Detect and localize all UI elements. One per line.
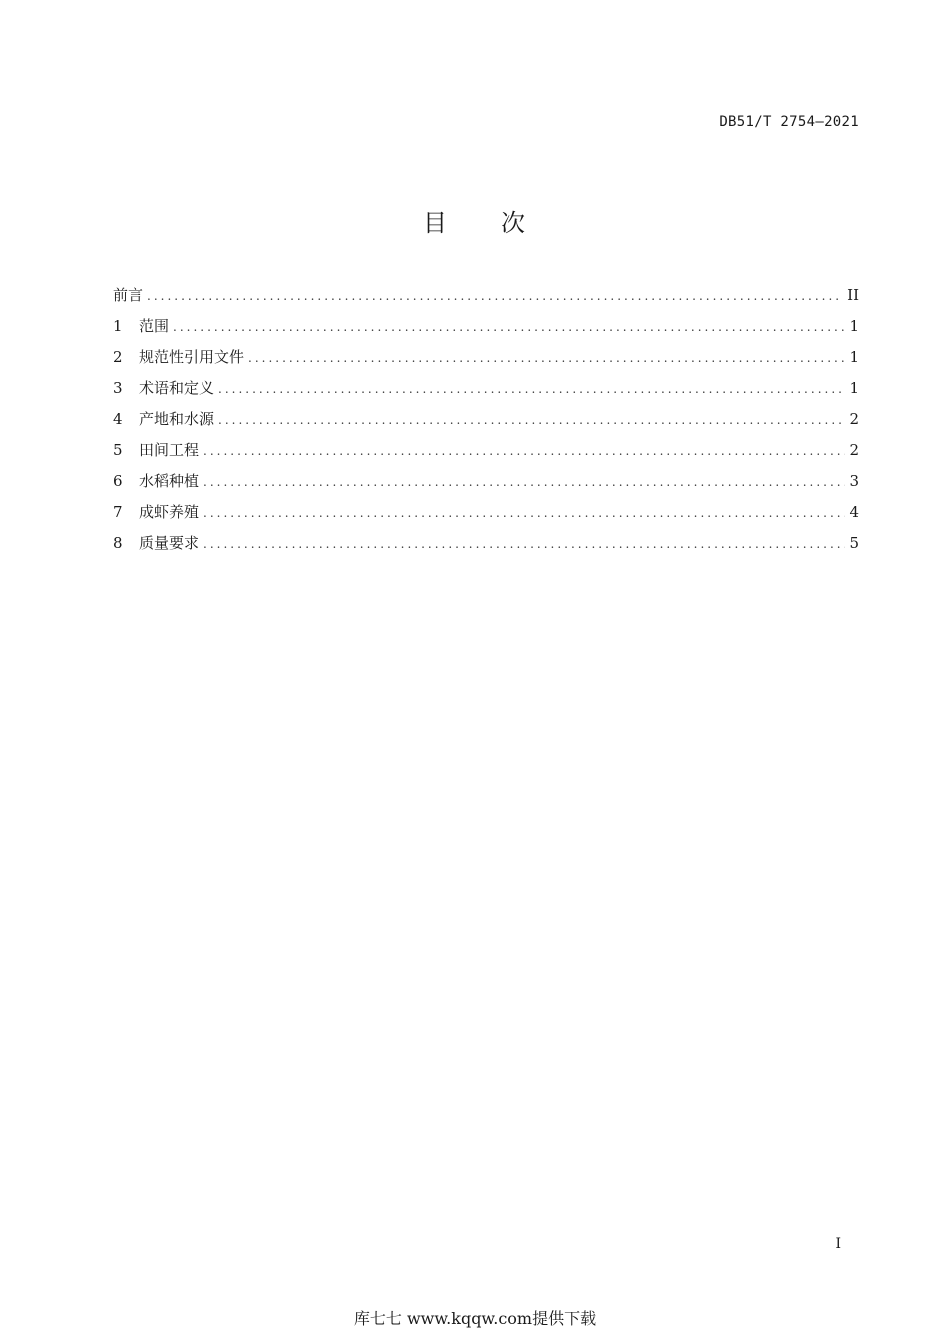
toc-entry-text: 规范性引用文件: [139, 348, 245, 366]
toc-entry-8[interactable]: [113, 532, 859, 563]
toc-entry-text: 田间工程: [139, 441, 200, 459]
toc-entry-page: 1: [849, 348, 859, 366]
toc-title: [0, 203, 950, 238]
toc-entry-page: II: [847, 286, 859, 304]
toc-entry-2[interactable]: [113, 346, 859, 377]
toc-leader-dots: [203, 475, 845, 489]
toc-leader-dots: [218, 413, 845, 427]
toc-entry-6[interactable]: [113, 470, 859, 501]
toc-entry-number: 6: [113, 472, 123, 490]
toc-entry-text: 范围: [139, 317, 170, 335]
toc-entry-number: 7: [113, 503, 123, 521]
toc-entry-3[interactable]: [113, 377, 859, 408]
toc-leader-dots: [203, 537, 845, 551]
toc-entry-text: 水稻种植: [139, 472, 200, 490]
toc-leader-dots: [248, 351, 845, 365]
toc-leader-dots: [203, 506, 845, 520]
toc-entry-text: 质量要求: [139, 534, 200, 552]
document-code: DB51/T 2754—2021: [719, 114, 859, 130]
toc-entry-5[interactable]: [113, 439, 859, 470]
toc-entry-number: 8: [113, 534, 123, 552]
toc-title-char-2: 次: [501, 209, 527, 237]
toc-entry-text: 产地和水源: [139, 410, 215, 428]
toc-entry-number: 2: [113, 348, 123, 366]
toc-entry-4[interactable]: [113, 408, 859, 439]
toc-entry-page: 4: [849, 503, 859, 521]
toc-entry-page: 3: [849, 472, 859, 490]
toc-leader-dots: [147, 289, 843, 303]
toc-entry-1[interactable]: [113, 315, 859, 346]
toc-list: [113, 284, 859, 563]
toc-entry-page: 1: [849, 379, 859, 397]
toc-entry-text: 成虾养殖: [139, 503, 200, 521]
page-number: I: [835, 1236, 841, 1252]
toc-leader-dots: [173, 320, 845, 334]
toc-entry-page: 5: [849, 534, 859, 552]
toc-entry-number: 3: [113, 379, 123, 397]
toc-entry-number: 5: [113, 441, 123, 459]
toc-leader-dots: [218, 382, 845, 396]
toc-entry-number: 4: [113, 410, 123, 428]
toc-entry-text: 术语和定义: [139, 379, 215, 397]
toc-entry-7[interactable]: [113, 501, 859, 532]
download-source-footer: 库七七 www.kqqw.com提供下载: [353, 1309, 597, 1328]
toc-entry-foreword[interactable]: [113, 284, 859, 315]
toc-leader-dots: [203, 444, 845, 458]
toc-entry-page: 1: [849, 317, 859, 335]
toc-entry-number: 1: [113, 317, 123, 335]
toc-entry-page: 2: [849, 441, 859, 459]
toc-title-char-1: 目: [423, 209, 449, 237]
toc-entry-text: 前言: [113, 286, 144, 304]
toc-entry-page: 2: [849, 410, 859, 428]
